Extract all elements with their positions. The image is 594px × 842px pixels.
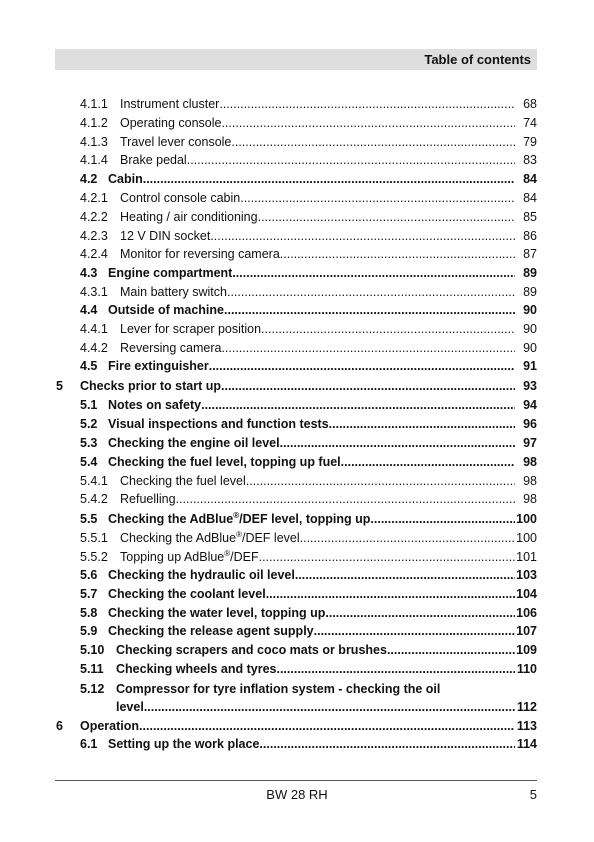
toc-section-number: 4.2.2	[80, 210, 108, 224]
toc-entry[interactable]	[0, 357, 594, 375]
toc-section-number: 4.3	[80, 266, 98, 280]
toc-entry[interactable]	[0, 170, 594, 188]
dot-leader	[276, 660, 515, 678]
toc-section-number: 5.1	[80, 398, 98, 412]
dot-leader	[144, 698, 515, 716]
toc-page-number: 84	[523, 191, 537, 205]
dot-leader	[227, 283, 515, 301]
toc-entry-title: Outside of machine	[108, 303, 224, 317]
toc-section-number: 4.1.2	[80, 116, 108, 130]
toc-entry-title	[108, 510, 370, 528]
registered-mark: ®	[224, 549, 231, 558]
footer-page-number: 5	[529, 787, 537, 802]
toc-entry[interactable]	[0, 95, 594, 113]
toc-entry-title: Operating console	[120, 116, 222, 130]
toc-section-number: 5.12	[80, 682, 105, 696]
toc-entry-title: Main battery switch	[120, 285, 227, 299]
dot-leader	[209, 357, 515, 375]
dot-leader	[325, 604, 515, 622]
toc-page-number: 89	[523, 266, 537, 280]
toc-entry[interactable]	[0, 245, 594, 263]
toc-entry[interactable]	[0, 529, 594, 547]
dot-leader	[314, 622, 515, 640]
toc-entry[interactable]	[0, 264, 594, 282]
toc-entry-title: Compressor for tyre inflation system - checking the oil	[116, 682, 441, 696]
toc-entry[interactable]	[0, 566, 594, 584]
toc-section-number: 5.4	[80, 455, 98, 469]
toc-section-number: 4.1.3	[80, 135, 108, 149]
toc-section-number: 5.4.1	[80, 474, 108, 488]
toc-section-number: 4.5	[80, 359, 98, 373]
toc-section-number: 4.4.1	[80, 322, 108, 336]
toc-page-number: 109	[516, 643, 537, 657]
toc-page-number: 90	[523, 322, 537, 336]
toc-section-number: 4.2.1	[80, 191, 108, 205]
toc-page-number: 100	[516, 531, 537, 545]
toc-page-number: 112	[516, 700, 537, 714]
toc-page-number: 113	[516, 719, 537, 733]
toc-page-number: 114	[516, 737, 537, 751]
toc-page-number: 84	[523, 172, 537, 186]
toc-entry-title-part: Checking the AdBlue	[120, 531, 237, 545]
toc-entry[interactable]	[0, 301, 594, 319]
toc-entry-title: Control console cabin	[120, 191, 241, 205]
toc-entry-title: Lever for scraper position	[120, 322, 262, 336]
toc-entry-title	[120, 548, 259, 566]
toc-entry[interactable]	[0, 510, 594, 528]
toc-section-number: 5.5.2	[80, 550, 108, 564]
dot-leader	[280, 245, 515, 263]
toc-page-number: 104	[516, 587, 537, 601]
toc-entry-title: Cabin	[108, 172, 143, 186]
toc-entry-title: Notes on safety	[108, 398, 202, 412]
page-header-title: Table of contents	[424, 52, 531, 67]
dot-leader	[329, 415, 515, 433]
dot-leader	[246, 472, 515, 490]
dot-leader	[370, 510, 515, 528]
toc-entry-title: Engine compartment	[108, 266, 233, 280]
toc-entry-title: Monitor for reversing camera	[120, 247, 280, 261]
dot-leader	[231, 133, 515, 151]
toc-entry-title-part: /DEF level	[241, 531, 300, 545]
toc-entry-title: 12 V DIN socket	[120, 229, 211, 243]
toc-page-number: 110	[516, 662, 537, 676]
toc-entry-title: Reversing camera	[120, 341, 222, 355]
toc-entry-continuation[interactable]	[0, 698, 594, 716]
toc-entry[interactable]	[0, 434, 594, 452]
dot-leader	[258, 208, 515, 226]
toc-entry-title: Checking scrapers and coco mats or brushes	[116, 643, 387, 657]
toc-entry-title: Checking the water level, topping up	[108, 606, 326, 620]
toc-page-number: 74	[523, 116, 537, 130]
toc-entry-title: Checking wheels and tyres	[116, 662, 277, 676]
registered-mark: ®	[236, 530, 242, 539]
dot-leader	[280, 434, 515, 452]
toc-page-number: 98	[523, 474, 537, 488]
dot-leader	[176, 490, 515, 508]
toc-entry[interactable]	[0, 548, 594, 566]
toc-section-number: 5.5.1	[80, 531, 108, 545]
dot-leader	[259, 548, 515, 566]
toc-entry-title: Instrument cluster	[120, 97, 220, 111]
toc-entry-title: Fire extinguisher	[108, 359, 209, 373]
toc-page-number: 94	[523, 398, 537, 412]
toc-entry-title: Operation	[80, 719, 140, 733]
toc-entry-title-part: Topping up AdBlue	[120, 550, 225, 564]
toc-page-number: 100	[516, 512, 537, 526]
toc-entry-title: Checking the coolant level	[108, 587, 266, 601]
toc-section-number: 5.8	[80, 606, 98, 620]
toc-page-number: 86	[523, 229, 537, 243]
toc-entry[interactable]	[0, 377, 594, 395]
toc-section-number: 5.7	[80, 587, 98, 601]
dot-leader	[266, 585, 515, 603]
toc-entry-title: Brake pedal	[120, 153, 187, 167]
toc-page-number: 90	[523, 341, 537, 355]
toc-chapter-number: 6	[56, 719, 63, 733]
toc-entry-title: Checking the fuel level	[120, 474, 246, 488]
toc-section-number: 4.4.2	[80, 341, 108, 355]
toc-entry[interactable]	[0, 490, 594, 508]
toc-entry-title-continued: level	[116, 700, 144, 714]
toc-entry-title: Checking the fuel level, topping up fuel	[108, 455, 341, 469]
toc-section-number: 4.4	[80, 303, 98, 317]
toc-entry[interactable]	[0, 453, 594, 471]
toc-entry[interactable]	[0, 151, 594, 169]
toc-section-number: 4.2.3	[80, 229, 108, 243]
dot-leader	[387, 641, 515, 659]
toc-chapter-number: 5	[56, 379, 63, 393]
dot-leader	[210, 227, 515, 245]
toc-entry-title: Setting up the work place	[108, 737, 260, 751]
toc-entry-title: Heating / air conditioning	[120, 210, 258, 224]
toc-page-number: 107	[516, 624, 537, 638]
toc-entry[interactable]	[0, 585, 594, 603]
toc-entry[interactable]	[0, 735, 594, 753]
dot-leader	[240, 189, 515, 207]
dot-leader	[259, 735, 515, 753]
toc-entry-title: Checks prior to start up	[80, 379, 221, 393]
toc-entry-title: Visual inspections and function tests	[108, 417, 329, 431]
dot-leader	[300, 529, 515, 547]
toc-page-number: 98	[523, 455, 537, 469]
toc-section-number: 4.1.1	[80, 97, 108, 111]
toc-entry-title: Refuelling	[120, 492, 176, 506]
dot-leader	[201, 396, 515, 414]
toc-entry[interactable]	[0, 396, 594, 414]
toc-entry[interactable]	[0, 415, 594, 433]
toc-entry[interactable]	[0, 622, 594, 640]
toc-page-number: 96	[523, 417, 537, 431]
toc-entry-title: Checking the release agent supply	[108, 624, 314, 638]
toc-section-number: 5.9	[80, 624, 98, 638]
toc-section-number: 5.6	[80, 568, 98, 582]
toc-page-number: 87	[523, 247, 537, 261]
registered-mark: ®	[233, 511, 240, 520]
toc-page-number: 93	[523, 379, 537, 393]
toc-section-number: 4.2	[80, 172, 98, 186]
toc-section-number: 4.3.1	[80, 285, 108, 299]
toc-entry[interactable]	[0, 227, 594, 245]
toc-entry[interactable]	[0, 320, 594, 338]
dot-leader	[221, 377, 515, 395]
toc-entry[interactable]	[0, 717, 594, 735]
dot-leader	[143, 170, 515, 188]
toc-section-number: 5.4.2	[80, 492, 108, 506]
toc-entry[interactable]	[0, 114, 594, 132]
toc-entry[interactable]	[0, 472, 594, 490]
toc-section-number: 5.10	[80, 643, 105, 657]
toc-page-number: 90	[523, 303, 537, 317]
footer-divider	[55, 780, 537, 781]
dot-leader	[341, 453, 515, 471]
toc-page-number: 106	[516, 606, 537, 620]
toc-entry[interactable]	[0, 339, 594, 357]
toc-entry[interactable]	[0, 641, 594, 659]
toc-section-number: 5.5	[80, 512, 98, 526]
toc-page-number: 79	[523, 135, 537, 149]
dot-leader	[139, 717, 515, 735]
toc-entry-title	[120, 529, 300, 547]
toc-entry[interactable]	[0, 133, 594, 151]
dot-leader	[224, 301, 515, 319]
toc-section-number: 5.3	[80, 436, 98, 450]
toc-entry-title-part: /DEF level, topping up	[239, 512, 371, 526]
toc-section-number: 5.11	[80, 662, 104, 676]
dot-leader	[221, 339, 515, 357]
toc-page-number: 91	[523, 359, 537, 373]
dot-leader	[261, 320, 515, 338]
toc-page-number: 68	[523, 97, 537, 111]
toc-section-number: 6.1	[80, 737, 98, 751]
dot-leader	[232, 264, 515, 282]
toc-entry-title-part: Checking the AdBlue	[108, 512, 234, 526]
toc-entry[interactable]	[0, 604, 594, 622]
toc-section-number: 5.2	[80, 417, 98, 431]
footer-document-name: BW 28 RH	[266, 787, 328, 802]
toc-entry[interactable]	[0, 283, 594, 301]
toc-page-number: 85	[523, 210, 537, 224]
toc-page-number: 97	[523, 436, 537, 450]
toc-entry-title: Checking the engine oil level	[108, 436, 280, 450]
toc-entry-title: Checking the hydraulic oil level	[108, 568, 295, 582]
toc-page-number: 89	[523, 285, 537, 299]
toc-entry-title: Travel lever console	[120, 135, 232, 149]
toc-section-number: 4.2.4	[80, 247, 108, 261]
toc-entry[interactable]	[0, 189, 594, 207]
toc-entry[interactable]	[0, 680, 594, 698]
dot-leader	[187, 151, 515, 169]
toc-page-number: 103	[516, 568, 537, 582]
dot-leader	[221, 114, 515, 132]
header-bar	[55, 49, 537, 70]
toc-page-number: 101	[516, 550, 537, 564]
toc-entry[interactable]	[0, 208, 594, 226]
toc-section-number: 4.1.4	[80, 153, 108, 167]
toc-entry[interactable]	[0, 660, 594, 678]
toc-page-number: 83	[523, 153, 537, 167]
toc-page-number: 98	[523, 492, 537, 506]
dot-leader	[219, 95, 515, 113]
dot-leader	[295, 566, 515, 584]
toc-entry-title-part: /DEF	[230, 550, 259, 564]
